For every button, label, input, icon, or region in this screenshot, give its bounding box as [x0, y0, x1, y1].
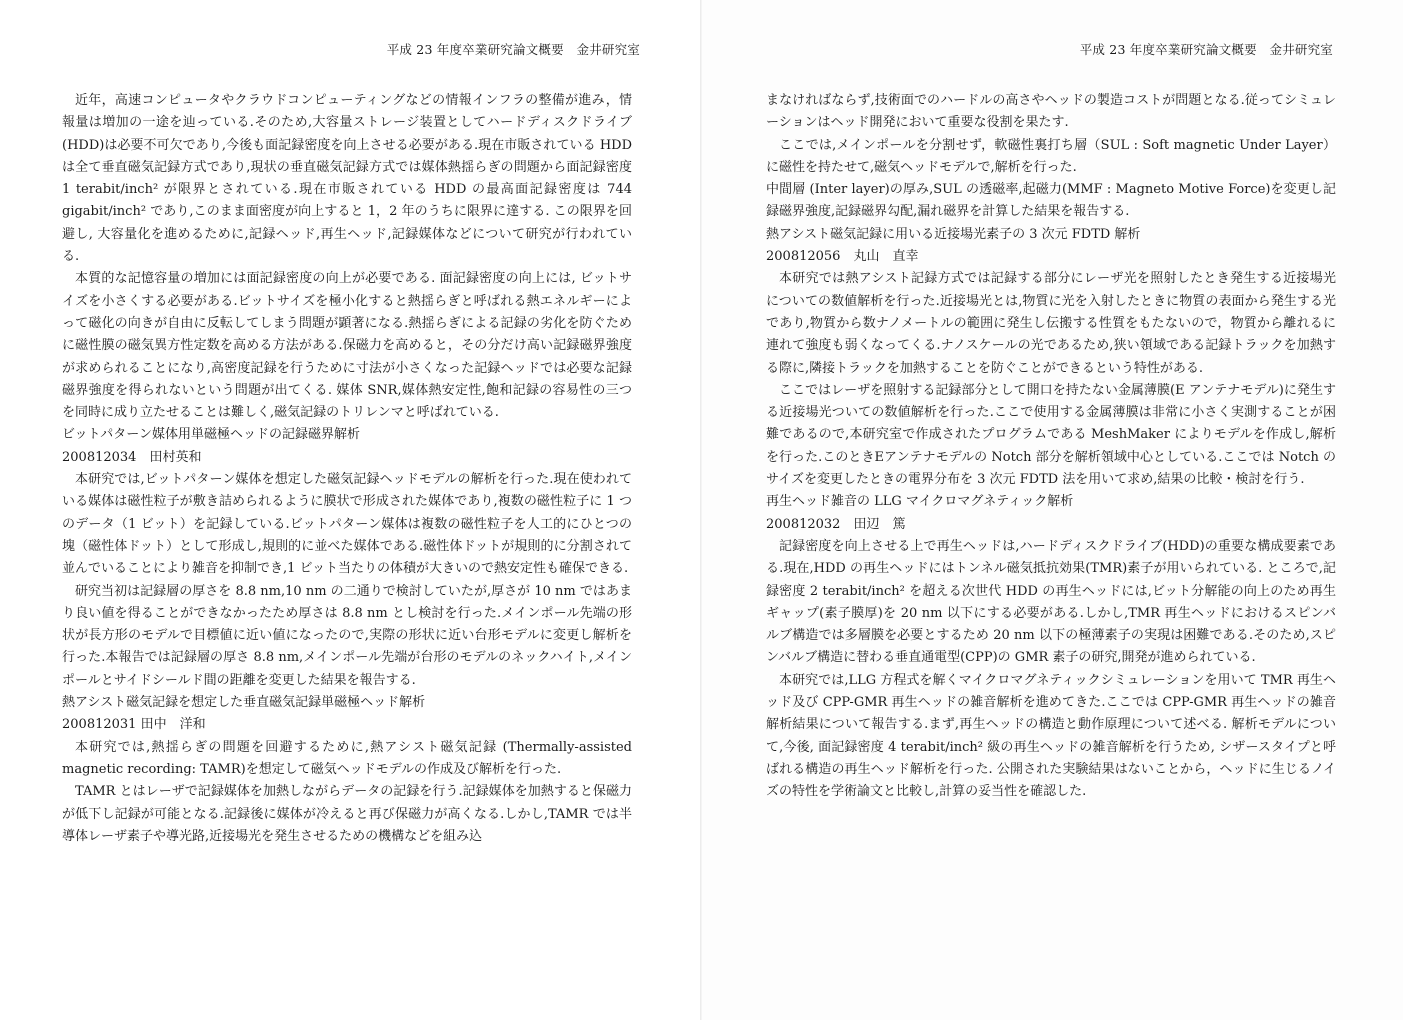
tamr-paragraph-2: TAMR とはレーザで記録媒体を加熱しながらデータの記録を行う.記録媒体を加熱すると保磁力が低下し記録が可能となる.記録後に媒体が冷えると再び保磁力が高くなる.しかし,TAMR では半導体レーザ素子や導光路,近接場光を発生させるための機構などを組み込	[62, 784, 632, 844]
left-column	[62, 90, 632, 848]
section-author-llg: 200812032 田辺 篤	[766, 516, 906, 532]
section-author-fdtd: 200812056 丸山 直幸	[766, 249, 919, 265]
tamr-continued-paragraph-3: 中間層 (Inter layer)の厚み,SUL の透磁率,起磁力(MMF : Magneto Motive Force)を変更し記録磁界強度,記録磁界勾配,漏れ磁界を計算した結果を報告する.	[766, 182, 1336, 220]
page-header-left: 平成 23 年度卒業研究論文概要 金井研究室	[386, 42, 640, 57]
section-title-llg: 再生ヘッド雑音の LLG マイクロマグネティック解析	[766, 494, 1074, 510]
llg-paragraph-2: 本研究では,LLG 方程式を解くマイクロマグネティックシミュレーションを用いて TMR 再生ヘッド及び CPP-GMR 再生ヘッドの雑音解析を進めてきた.ここでは CPP-GMR 再生ヘッドの雑音解析結果について報告する.まず,再生ヘッドの構造と動作原理について述べる. 解析モデルについて,今後, 面記録密度 4 terabit/inch² 級の再生ヘッドの雑音解析を行うため, シザースタイプと呼ばれる構造の再生ヘッド解析を行った. 公開された実験結果はないことから，ヘッドに生じるノイズの特性を学術論文と比較し,計算の妥当性を確認した.	[766, 672, 1336, 800]
left-page	[0, 0, 700, 1020]
intro-paragraph-1: 近年，高速コンピュータやクラウドコンピューティングなどの情報インフラの整備が進み，情報量は増加の一途を辿っている.そのため,大容量ストレージ装置としてハードディスクドライブ(HDD)は必要不可欠であり,今後も面記録密度を向上させる必要がある.現在市販されている HDD は全て垂直磁気記録方式であり,現状の垂直磁気記録方式では媒体熱揺らぎの問題から面記録密度 1 terabit/inch² が限界とされている.現在市販されている HDD の最高面記録密度は 744 gigabit/inch² であり,このまま面密度が向上すると 1，2 年のうちに限界に達する. この限界を回避し, 大容量化を進めるために,記録ヘッド,再生ヘッド,記録媒体などについて研究が行われている.	[62, 93, 633, 265]
fdtd-paragraph-1: 本研究では熱アシスト記録方式では記録する部分にレーザ光を照射したとき発生する近接場光についての数値解析を行った.近接場光とは,物質に光を入射したときに物質の表面から発生する光であり,物質から数ナノメートルの範囲に発生し伝搬する性質をもたないので，物質から離れるに連れて強度も弱くなってくる.ナノスケールの光であるため,狭い領域である記録トラックを加熱する際に,隣接トラックを加熱することを防ぐことができるという特性がある.	[766, 271, 1336, 376]
right-column	[766, 90, 1336, 804]
intro-paragraph-2: 本質的な記憶容量の増加には面記録密度の向上が必要である. 面記録密度の向上には, ビットサイズを小さくする必要がある.ビットサイズを極小化すると熱揺らぎと呼ばれる熱エネルギーによって磁化の向きが自由に反転してしまう問題が顕著になる.熱揺らぎによる記録の劣化を防ぐために磁性膜の磁気異方性定数を高める方法がある.保磁力を高めると，その分だけ高い記録磁界強度が求められることになり,高密度記録を行うために寸法が小さくなった記録ヘッドでは必要な記録磁界強度を得られないという問題が出てくる. 媒体 SNR,媒体熱安定性,飽和記録の容易性の三つを同時に成り立たせることは難しく,磁気記録のトリレンマと呼ばれている.	[62, 271, 632, 421]
tamr-paragraph-1: 本研究では,熱揺らぎの問題を回避するために,熱アシスト磁気記録 (Thermally-assisted magnetic recording: TAMR)を想定して磁気ヘッドモデルの作成及び解析を行った.	[62, 739, 632, 777]
section-title-bpm: ビットパターン媒体用単磁極ヘッドの記録磁界解析	[62, 427, 360, 443]
tamr-continued-paragraph: まなければならず,技術面でのハードルの高さやヘッドの製造コストが問題となる.従ってシミュレーションはヘッド開発において重要な役割を果たす.	[766, 93, 1336, 131]
bpm-paragraph-1: 本研究では,ビットパターン媒体を想定した磁気記録ヘッドモデルの解析を行った.現在使われている媒体は磁性粒子が敷き詰められるように膜状で形成された媒体であり,複数の磁性粒子に 1 つのデータ（1 ビット）を記録している.ビットパターン媒体は複数の磁性粒子を人工的にひとつの塊（磁性体ドット）として形成し,規則的に並べた媒体である.磁性体ドットが規則的に分割されて並んでいることにより雑音を抑制でき,1 ビット当たりの体積が大きいので熱安定性も確保できる.	[62, 472, 632, 577]
fdtd-paragraph-2: ここではレーザを照射する記録部分として開口を持たない金属薄膜(E アンテナモデル)に発生する近接場光ついての数値解析を行った.ここで使用する金属薄膜は非常に小さく実測することが困難であるので,本研究室で作成されたプログラムである MeshMaker によりモデルを作成し,解析を行った.このときEアンテナモデルの Notch 部分を解析領域中心としている.ここでは Notch のサイズを変更したときの電界分布を 3 次元 FDTD 法を用いて求め,結果の比較・検討を行う.	[766, 382, 1336, 488]
section-title-fdtd: 熱アシスト磁気記録に用いる近接場光素子の 3 次元 FDTD 解析	[766, 226, 1141, 242]
right-page	[702, 0, 1403, 1020]
tamr-continued-paragraph-2: ここでは,メインポールを分割せず，軟磁性裏打ち層（SUL : Soft magnetic Under Layer）に磁性を持たせて,磁気ヘッドモデルで,解析を行った.	[766, 137, 1336, 175]
section-title-tamr-head: 熱アシスト磁気記録を想定した垂直磁気記録単磁極ヘッド解析	[62, 695, 426, 711]
section-author-tamr-head: 200812031 田中 洋和	[62, 717, 206, 733]
llg-paragraph-1: 記録密度を向上させる上で再生ヘッドは,ハードディスクドライブ(HDD)の重要な構成要素である.現在,HDD の再生ヘッドにはトンネル磁気抵抗効果(TMR)素子が用いられている. ところで,記録密度 2 terabit/inch² を超える次世代 HDD の再生ヘッドには,ビット分解能の向上のため再生ギャップ(素子膜厚)を 20 nm 以下にする必要がある.しかし,TMR 再生ヘッドにおけるスピンバルブ構造では多層膜を必要とするため 20 nm 以下の極薄素子の実現は困難である.そのため,スピンバルブ構造に替わる垂直通電型(CPP)の GMR 素子の研究,開発が進められている.	[766, 538, 1336, 666]
section-author-bpm: 200812034 田村英和	[62, 449, 202, 465]
bpm-paragraph-2: 研究当初は記録層の厚さを 8.8 nm,10 nm の二通りで検討していたが,厚さが 10 nm ではあまり良い値を得ることができなかったため厚さは 8.8 nm とし検討を行った.メインポール先端の形状が長方形のモデルで目標値に近い値になったので,実際の形状に近い台形モデルに変更し解析を行った.本報告では記録層の厚さ 8.8 nm,メインポール先端が台形のモデルのネックハイト,メインポールとサイドシールド間の距離を変更した結果を報告する.	[62, 583, 632, 688]
page-header-right: 平成 23 年度卒業研究論文概要 金井研究室	[1079, 42, 1333, 57]
